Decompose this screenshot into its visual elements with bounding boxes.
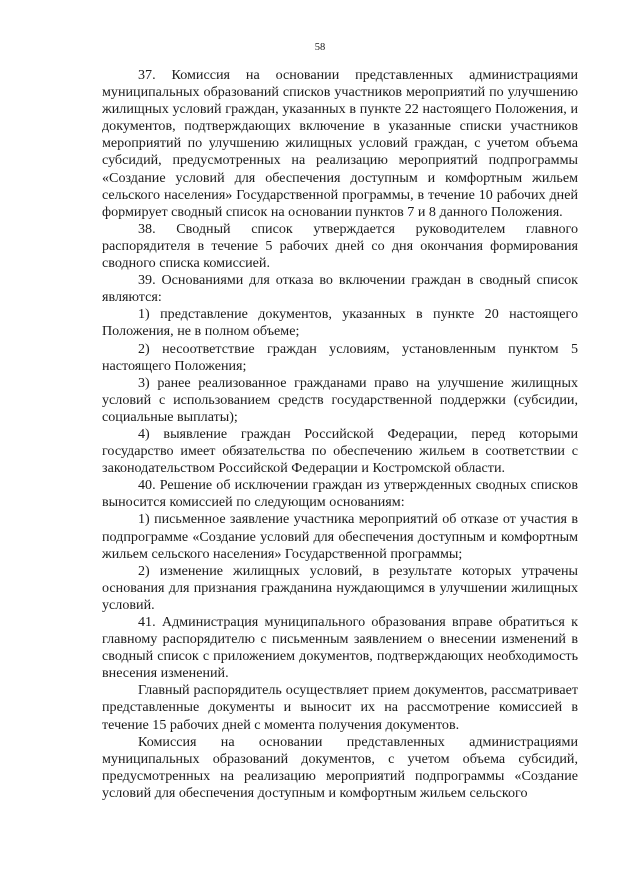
page-number: 58 [314, 42, 326, 53]
paragraph-39-item-4: 4) выявление граждан Российской Федерации, перед которыми государство имеет обязательства по обеспечению жильем в соответствии с законодательством Российской Федерации и Костромской области. [102, 425, 578, 477]
paragraph-39-item-3: 3) ранее реализованное гражданами право на улучшение жилищных условий с использованием средств государственной поддержки (субсидии, социальные выплаты); [102, 374, 578, 425]
paragraph-39-item-2: 2) несоответствие граждан условиям, установленным пунктом 5 настоящего Положения; [102, 340, 578, 374]
document-body [102, 67, 578, 802]
paragraph-41: 41. Администрация муниципального образования вправе обратиться к главному распорядителю с письменным заявлением о внесении изменений в сводный список с приложением документов, подтверждающих необходимость внесения изменений. [102, 614, 578, 682]
paragraph-38: 38. Сводный список утверждается руководителем главного распорядителя в течение 5 рабочих дней со дня окончания формирования сводного списка комиссией. [102, 220, 578, 272]
paragraph-40-item-2: 2) изменение жилищных условий, в результате которых утрачены основания для признания гражданина нуждающимся в улучшении жилищных условий. [102, 562, 578, 613]
paragraph-39: 39. Основаниями для отказа во включении граждан в сводный список являются: [102, 272, 578, 306]
paragraph-40-item-1: 1) письменное заявление участника мероприятий об отказе от участия в подпрограмме «Создание условий для обеспечения доступным и комфортным жильем сельского населения» Государственной программы; [102, 511, 578, 562]
paragraph-40: 40. Решение об исключении граждан из утвержденных сводных списков выносится комиссией по следующим основаниям: [102, 477, 578, 511]
paragraph-37: 37. Комиссия на основании представленных администрациями муниципальных образований списков участников мероприятий по улучшению жилищных условий граждан, указанных в пункте 22 настоящего Положения, и документов, подтверждающих включение в указанные списки участников мероприятий по улучшению жилищных условий граждан, с учетом объема субсидий, предусмотренных на реализацию мероприятий подпрограммы «Создание условий для обеспечения доступным и комфортным жильем сельского населения» Государственной программы, в течение 10 рабочих дней формирует сводный список на основании пунктов 7 и 8 данного Положения. [102, 67, 578, 220]
paragraph-41-part-3: Комиссия на основании представленных администрациями муниципальных образований документов, с учетом объема субсидий, предусмотренных на реализацию мероприятий подпрограммы «Создание условий для обеспечения доступным и комфортным жильем сельского [102, 733, 578, 801]
paragraph-41-part-2: Главный распорядитель осуществляет прием документов, рассматривает представленные документы и выносит их на рассмотрение комиссией в течение 15 рабочих дней с момента получения документов. [102, 682, 578, 733]
paragraph-39-item-1: 1) представление документов, указанных в пункте 20 настоящего Положения, не в полном объеме; [102, 306, 578, 340]
